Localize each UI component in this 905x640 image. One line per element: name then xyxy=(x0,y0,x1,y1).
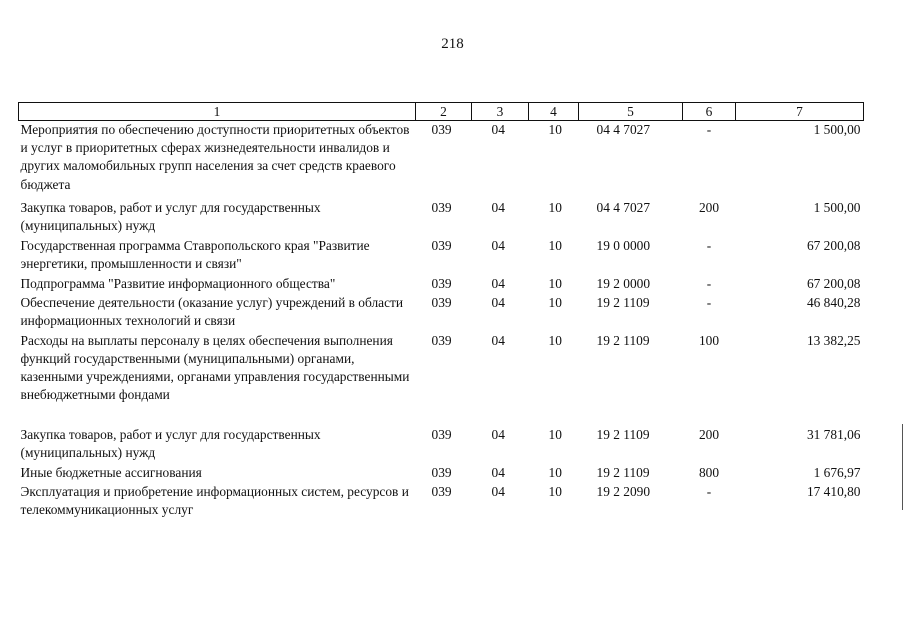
section-code: 04 xyxy=(491,294,505,310)
subsection-code: 10 xyxy=(548,464,562,480)
amount: 46 840,28 xyxy=(806,294,861,310)
page-number: 218 xyxy=(441,36,464,52)
expense-name: Мероприятия по обеспечению доступности приоритетных объектов и услуг в приоритетных сферах жизнедеятельности инвалидов и других маломобильных групп населения за счет средств краевого бюджета xyxy=(20,122,410,192)
subsection-code: 10 xyxy=(548,199,562,215)
target-article-code: 19 0 0000 xyxy=(596,237,651,253)
margin-scan-line xyxy=(902,424,903,510)
ministry-code: 039 xyxy=(431,122,452,137)
subsection-code: 10 xyxy=(548,332,562,348)
subsection-code: 10 xyxy=(548,237,562,253)
header-col-3: 3 xyxy=(472,103,529,121)
section-code: 04 xyxy=(491,275,505,291)
header-col-5: 5 xyxy=(579,103,683,121)
expense-name: Закупка товаров, работ и услуг для государственных (муниципальных) нужд xyxy=(20,426,321,460)
expense-name: Расходы на выплаты персоналу в целях обеспечения выполнения функций государственными (муниципальными) органами, казенными учреждениями, органами управления государственными внебюджетными фондами xyxy=(20,332,410,403)
blank-row xyxy=(19,408,864,426)
expense-type-code: - xyxy=(706,275,712,291)
expense-type-code: 200 xyxy=(698,199,720,215)
table-row xyxy=(19,332,864,408)
ministry-code: 039 xyxy=(431,199,452,215)
expense-name: Закупка товаров, работ и услуг для государственных (муниципальных) нужд xyxy=(20,199,321,233)
table-row xyxy=(19,294,864,332)
section-code: 04 xyxy=(491,199,505,215)
table-row xyxy=(19,483,864,521)
ministry-code: 039 xyxy=(431,237,452,253)
table-row xyxy=(19,237,864,275)
expense-name: Подпрограмма "Развитие информационного общества" xyxy=(20,275,336,291)
target-article-code: 19 2 1109 xyxy=(596,464,650,480)
target-article-code: 04 4 7027 xyxy=(596,122,651,137)
expense-type-code: - xyxy=(706,483,712,499)
section-code: 04 xyxy=(491,426,505,442)
ministry-code: 039 xyxy=(431,464,452,480)
target-article-code: 19 2 1109 xyxy=(596,426,650,442)
amount: 67 200,08 xyxy=(806,275,861,291)
subsection-code: 10 xyxy=(548,122,562,137)
expense-type-code: - xyxy=(706,122,712,137)
table-row xyxy=(19,275,864,294)
target-article-code: 19 2 1109 xyxy=(596,294,650,310)
header-row xyxy=(19,103,864,121)
header-col-6: 6 xyxy=(683,103,736,121)
table-row xyxy=(19,121,864,199)
table-row xyxy=(19,464,864,483)
subsection-code: 10 xyxy=(548,275,562,291)
ministry-code: 039 xyxy=(431,332,452,348)
amount: 1 500,00 xyxy=(813,199,861,215)
section-code: 04 xyxy=(491,237,505,253)
subsection-code: 10 xyxy=(548,483,562,499)
header-col-4: 4 xyxy=(529,103,579,121)
expense-type-code: 200 xyxy=(698,426,720,442)
target-article-code: 19 2 1109 xyxy=(596,332,650,348)
table-row xyxy=(19,199,864,237)
subsection-code: 10 xyxy=(548,294,562,310)
section-code: 04 xyxy=(491,483,505,499)
amount: 1 676,97 xyxy=(813,464,861,480)
expense-type-code: 800 xyxy=(698,464,720,480)
section-code: 04 xyxy=(491,332,505,348)
expense-name: Эксплуатация и приобретение информационных систем, ресурсов и телекоммуникационных услуг xyxy=(20,483,409,517)
ministry-code: 039 xyxy=(431,275,452,291)
target-article-code: 19 2 2090 xyxy=(596,483,651,499)
table-row xyxy=(19,426,864,464)
target-article-code: 04 4 7027 xyxy=(596,199,651,215)
ministry-code: 039 xyxy=(431,294,452,310)
ministry-code: 039 xyxy=(431,483,452,499)
header-col-2: 2 xyxy=(416,103,472,121)
amount: 31 781,06 xyxy=(806,426,861,442)
subsection-code: 10 xyxy=(548,426,562,442)
amount: 1 500,00 xyxy=(813,122,861,137)
ministry-code: 039 xyxy=(431,426,452,442)
expense-name: Иные бюджетные ассигнования xyxy=(20,464,202,480)
amount: 67 200,08 xyxy=(806,237,861,253)
header-col-1: 1 xyxy=(19,103,416,121)
amount: 17 410,80 xyxy=(806,483,861,499)
expense-name: Государственная программа Ставропольского края "Развитие энергетики, промышленности и связи" xyxy=(20,237,370,271)
header-col-7: 7 xyxy=(736,103,864,121)
expense-type-code: - xyxy=(706,294,712,310)
amount: 13 382,25 xyxy=(806,332,861,348)
expense-name: Обеспечение деятельности (оказание услуг) учреждений в области информационных технологий и связи xyxy=(20,294,404,328)
section-code: 04 xyxy=(491,122,505,137)
section-code: 04 xyxy=(491,464,505,480)
target-article-code: 19 2 0000 xyxy=(596,275,651,291)
expense-type-code: - xyxy=(706,237,712,253)
blank-cell xyxy=(19,408,864,426)
budget-table xyxy=(18,102,864,521)
expense-type-code: 100 xyxy=(698,332,720,348)
